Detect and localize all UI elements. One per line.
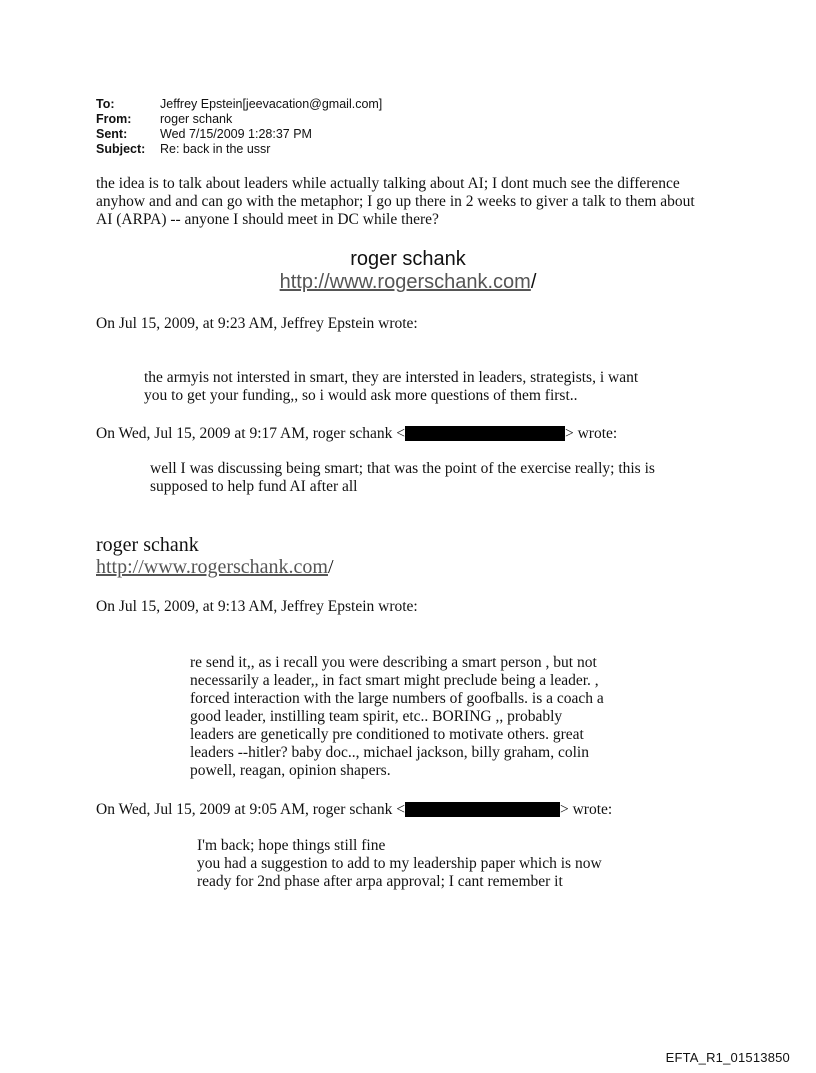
signature-link[interactable]: http://www.rogerschank.com [96, 556, 328, 578]
redaction-block [405, 426, 565, 441]
email-header [96, 97, 382, 157]
to-value: Jeffrey Epstein[jeevacation@gmail.com] [160, 97, 383, 111]
quote1-attribution: On Jul 15, 2009, at 9:23 AM, Jeffrey Epstein wrote: [96, 315, 418, 332]
quote4-attribution-prefix: On Wed, Jul 15, 2009 at 9:05 AM, roger schank < [96, 801, 405, 818]
quote4-attribution-suffix: > wrote: [560, 801, 613, 818]
quote-line: re send it,, as i recall you were describing a smart person , but not [190, 654, 597, 671]
document-id: EFTA_R1_01513850 [665, 1050, 790, 1065]
quote-line: good leader, instilling team spirit, etc.. BORING ,, probably [190, 708, 563, 725]
subject-label: Subject: [96, 142, 146, 156]
quote2-attribution [96, 425, 617, 443]
signature-name: roger schank [96, 534, 199, 556]
signature-link-row [0, 271, 816, 293]
quote-line: forced interaction with the large numbers of goofballs. is a coach a [190, 690, 604, 707]
quote-line: powell, reagan, opinion shapers. [190, 762, 391, 779]
body-line: AI (ARPA) -- anyone I should meet in DC while there? [96, 211, 439, 228]
quote-line: you to get your funding,, so i would ask more questions of them first.. [144, 387, 578, 404]
quote-line: I'm back; hope things still fine [197, 837, 386, 854]
quote-line: ready for 2nd phase after arpa approval; I cant remember it [197, 873, 563, 890]
to-row [96, 97, 382, 112]
quote-line: you had a suggestion to add to my leadership paper which is now [197, 855, 602, 872]
sent-label: Sent: [96, 127, 128, 141]
from-label: From: [96, 112, 132, 126]
quote-line: the armyis not intersted in smart, they are intersted in leaders, strategists, i want [144, 369, 639, 386]
quote-line: necessarily a leader,, in fact smart might preclude being a leader. , [190, 672, 599, 689]
quote3-body [190, 654, 650, 780]
from-row [96, 112, 382, 127]
quote2-attribution-prefix: On Wed, Jul 15, 2009 at 9:17 AM, roger schank < [96, 425, 405, 442]
quote2-attribution-suffix: > wrote: [565, 425, 618, 442]
to-label: To: [96, 97, 115, 111]
sent-row [96, 127, 382, 142]
quote-line: supposed to help fund AI after all [150, 478, 358, 495]
from-value: roger schank [160, 112, 233, 126]
quote-line: leaders are genetically pre conditioned to motivate others. great [190, 726, 584, 743]
signature-link-row [96, 556, 334, 578]
signature-name: roger schank [350, 248, 466, 270]
quote1-body [144, 369, 704, 405]
signature-link[interactable]: http://www.rogerschank.com [279, 271, 531, 293]
signature-link-suffix: / [327, 556, 334, 578]
quote3-attribution: On Jul 15, 2009, at 9:13 AM, Jeffrey Epstein wrote: [96, 598, 418, 615]
quote-line: leaders --hitler? baby doc.., michael jackson, billy graham, colin [190, 744, 589, 761]
message-body [96, 175, 736, 229]
signature-link-suffix: / [530, 271, 537, 293]
quote4-attribution [96, 801, 612, 819]
subject-row [96, 142, 382, 157]
body-line: the idea is to talk about leaders while actually talking about AI; I dont much see the difference [96, 175, 680, 192]
body-line: anyhow and and can go with the metaphor; I go up there in 2 weeks to giver a talk to them about [96, 193, 695, 210]
quote4-body [197, 837, 657, 891]
quote-line: well I was discussing being smart; that was the point of the exercise really; this is [150, 460, 655, 477]
quote2-body [150, 460, 710, 496]
sent-value: Wed 7/15/2009 1:28:37 PM [160, 127, 312, 141]
subject-value: Re: back in the ussr [160, 142, 271, 156]
redaction-block [405, 802, 560, 817]
